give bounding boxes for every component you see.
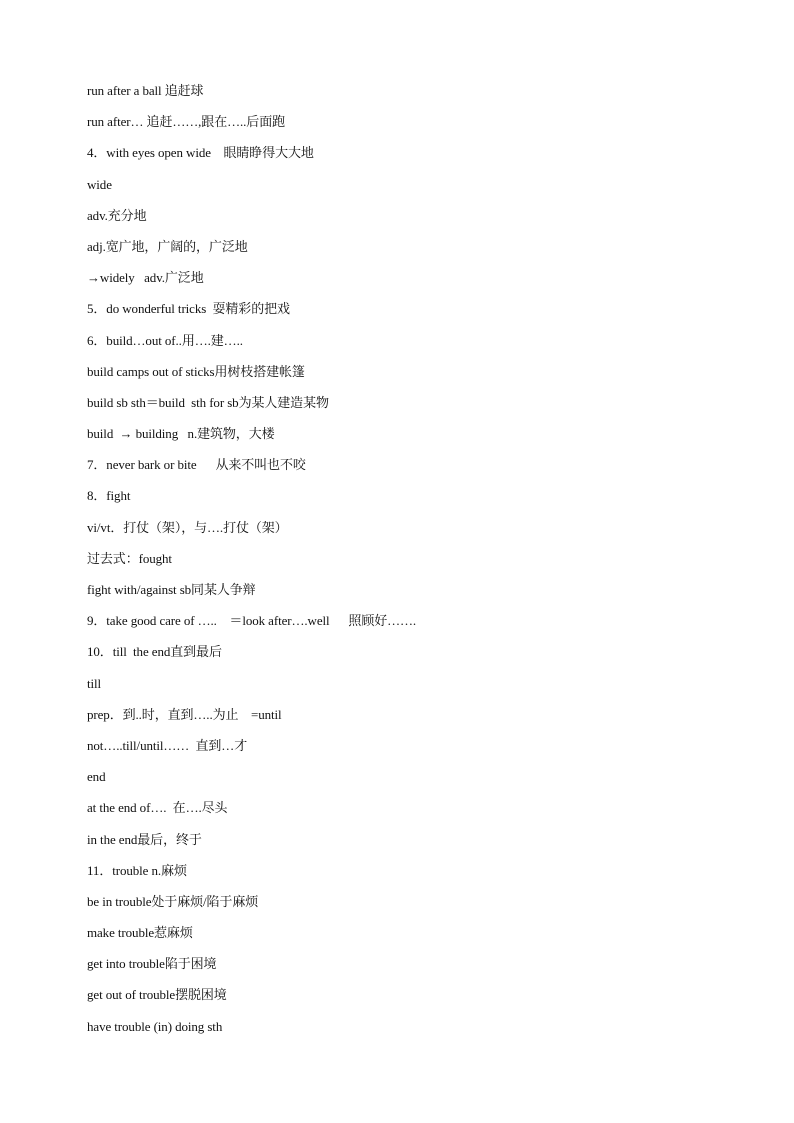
note-line: end (87, 769, 106, 785)
note-line: 7．never bark or bite 从来不叫也不咬 (87, 457, 306, 473)
note-line: 5．do wonderful tricks 耍精彩的把戏 (87, 301, 290, 317)
note-line: adv.充分地 (87, 207, 147, 223)
note-line: build camps out of sticks用树枝搭建帐篷 (87, 363, 305, 379)
note-line: at the end of…. 在….尽头 (87, 800, 228, 816)
note-line: prep．到..时，直到…..为止 =until (87, 706, 282, 722)
note-line: vi/vt．打仗（架），与….打仗（架） (87, 519, 288, 535)
note-line: get into trouble陷于困境 (87, 956, 217, 972)
note-line: run after… 追赶……,跟在…..后面跑 (87, 114, 285, 130)
note-line: 11．trouble n.麻烦 (87, 862, 187, 878)
note-line: 4．with eyes open wide 眼睛睁得大大地 (87, 145, 314, 161)
note-line: till (87, 675, 102, 691)
note-line: build sb sth＝build sth for sb为某人建造某物 (87, 394, 329, 410)
note-line: fight with/against sb同某人争辩 (87, 582, 256, 597)
note-line: get out of trouble摆脱困境 (87, 987, 227, 1003)
note-line: wide (87, 176, 112, 192)
note-line: in the end最后，终于 (87, 831, 202, 847)
note-line: build → building n.建筑物，大楼 (87, 426, 275, 442)
note-line: 8．fight (87, 488, 131, 504)
vocabulary-notes (87, 81, 767, 1048)
note-line: 9．take good care of ….. ＝look after….well 照顾好……. (87, 613, 417, 629)
note-line: run after a ball 追赶球 (87, 83, 204, 98)
note-line: have trouble (in) doing sth (87, 1018, 223, 1034)
note-line: make trouble惹麻烦 (87, 925, 193, 941)
note-line: 6．build…out of..用….建….. (87, 332, 243, 348)
note-line: 过去式：fought (87, 550, 172, 566)
note-line: be in trouble处于麻烦/陷于麻烦 (87, 893, 259, 909)
note-line: 10．till the end直到最后 (87, 644, 222, 660)
note-line: adj.宽广地，广阔的，广泛地 (87, 238, 248, 254)
note-line: →widely adv.广泛地 (87, 270, 204, 286)
note-line: not…..till/until…… 直到…才 (87, 737, 248, 753)
